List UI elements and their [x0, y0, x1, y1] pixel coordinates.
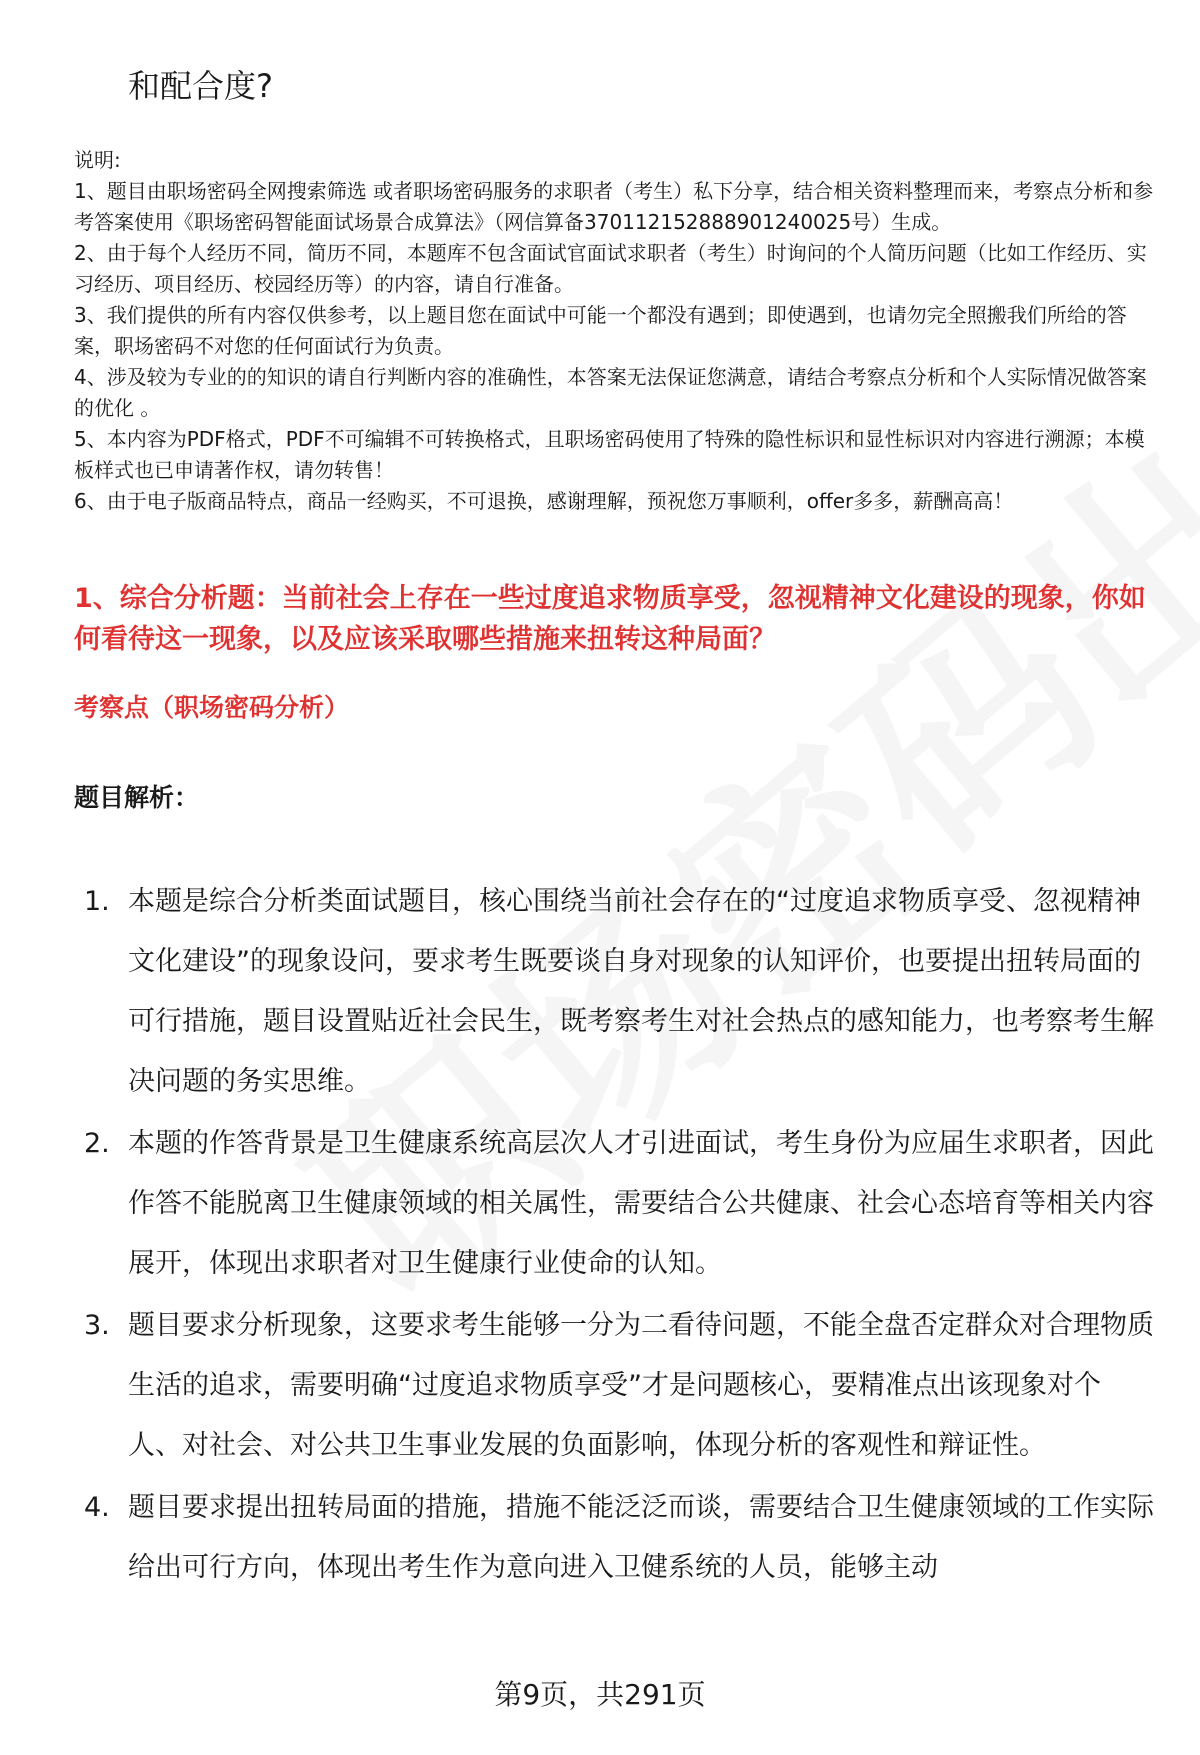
analysis-item-number: 3. — [84, 1310, 110, 1341]
continuation-text: 和配合度? — [128, 67, 273, 105]
question-heading: 1、综合分析题：当前社会上存在一些过度追求物质享受，忽视精神文化建设的现象，你如何看待这一现象，以及应该采取哪些措施来扭转这种局面？ — [74, 583, 1146, 655]
notes-item-4: 4、涉及较为专业的的知识的请自行判断内容的准确性，本答案无法保证您满意，请结合考察点分析和个人实际情况做答案的优化 。 — [74, 365, 1147, 420]
analysis-list — [84, 872, 1154, 1600]
notes-item-5: 5、本内容为PDF格式，PDF不可编辑不可转换格式，且职场密码使用了特殊的隐性标识和显性标识对内容进行溯源；本模板样式也已申请著作权，请勿转售！ — [74, 427, 1145, 482]
analysis-item-2 — [84, 1114, 1154, 1294]
analysis-item-text: 题目要求分析现象，这要求考生能够一分为二看待问题，不能全盘否定群众对合理物质生活的追求，需要明确“过度追求物质享受”才是问题核心，要精准点出该现象对个人、对社会、对公共卫生事业发展的负面影响，体现分析的客观性和辩证性。 — [128, 1310, 1154, 1461]
analysis-item-number: 4. — [84, 1492, 110, 1523]
analysis-item-text: 本题是综合分析类面试题目，核心围绕当前社会存在的“过度追求物质享受、忽视精神文化建设”的现象设问，要求考生既要谈自身对现象的认知评价，也要提出扭转局面的可行措施，题目设置贴近社会民生，既考察考生对社会热点的感知能力，也考察考生解决问题的务实思维。 — [128, 886, 1154, 1097]
notes-item-3: 3、我们提供的所有内容仅供参考，以上题目您在面试中可能一个都没有遇到；即使遇到，也请勿完全照搬我们所给的答案，职场密码不对您的任何面试行为负责。 — [74, 303, 1127, 358]
analysis-item-number: 2. — [84, 1128, 110, 1159]
analysis-item-text: 题目要求提出扭转局面的措施，措施不能泛泛而谈，需要结合卫生健康领域的工作实际给出可行方向，体现出考生作为意向进入卫健系统的人员，能够主动 — [128, 1492, 1154, 1583]
notes-item-1: 1、题目由职场密码全网搜索筛选 或者职场密码服务的求职者（考生）私下分享，结合相关资料整理而来，考察点分析和参考答案使用《职场密码智能面试场景合成算法》（网信算备370112152888901240025号）生成。 — [74, 179, 1154, 234]
notes-title: 说明: — [74, 148, 121, 172]
kaochadian-heading: 考察点（职场密码分析） — [74, 693, 350, 722]
notes-item-6: 6、由于电子版商品特点，商品一经购买，不可退换，感谢理解，预祝您万事顺利，offer多多，薪酬高高！ — [74, 489, 1014, 513]
notes-item-2: 2、由于每个人经历不同，简历不同，本题库不包含面试官面试求职者（考生）时询问的个人简历问题（比如工作经历、实习经历、项目经历、校园经历等）的内容，请自行准备。 — [74, 241, 1147, 296]
analysis-item-4 — [84, 1478, 1154, 1598]
analysis-item-text: 本题的作答背景是卫生健康系统高层次人才引进面试，考生身份为应届生求职者，因此作答不能脱离卫生健康领域的相关属性，需要结合公共健康、社会心态培育等相关内容展开，体现出求职者对卫生健康行业使命的认知。 — [128, 1128, 1154, 1279]
page-indicator: 第9页，共291页 — [494, 1678, 706, 1711]
notes-section — [74, 145, 1164, 517]
analysis-item-3 — [84, 1296, 1154, 1476]
analysis-item-1 — [84, 872, 1154, 1112]
analysis-heading: 题目解析： — [74, 783, 200, 812]
analysis-item-number: 1. — [84, 886, 110, 917]
